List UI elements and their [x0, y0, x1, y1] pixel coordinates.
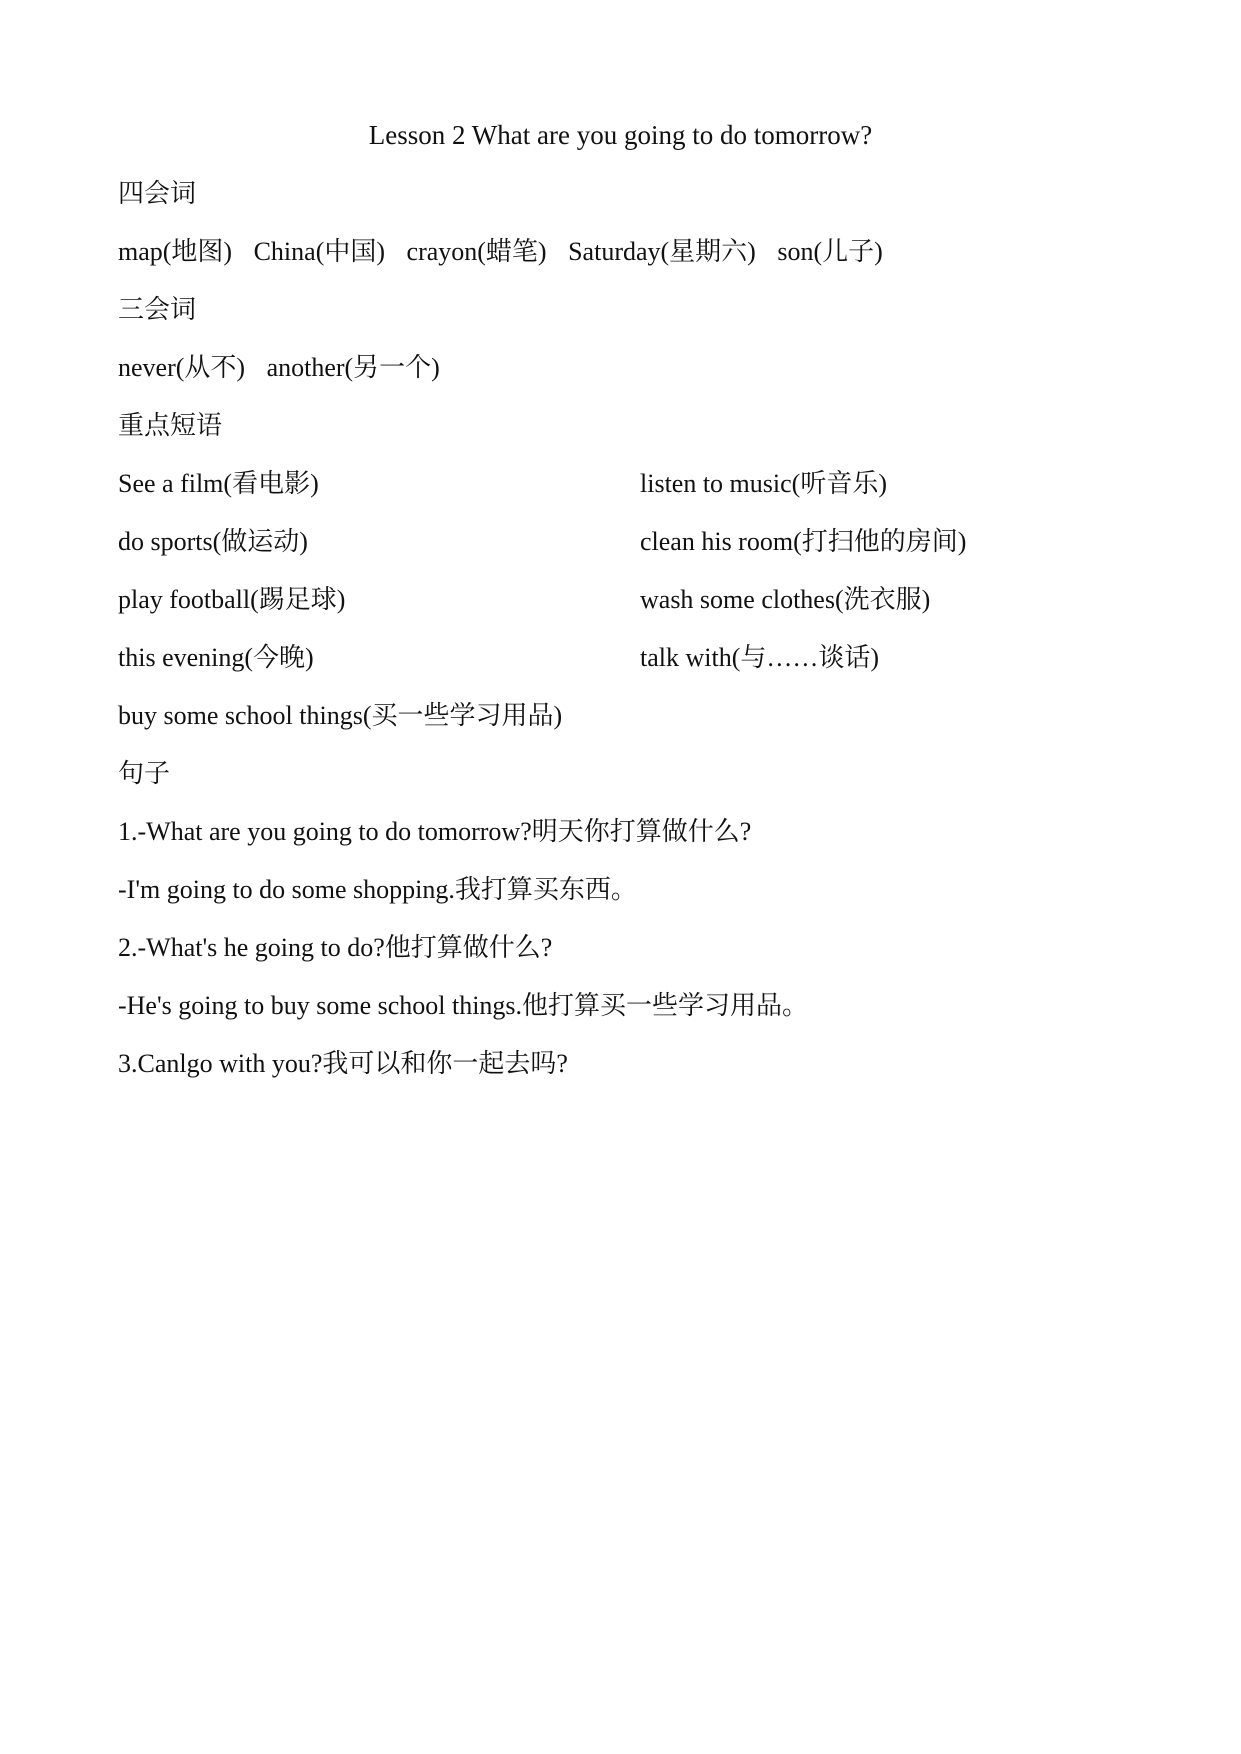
sentence-line: -He's going to buy some school things.他打算买一些学习用品。 — [118, 991, 809, 1020]
phrase-row — [118, 525, 1118, 559]
phrase-right: talk with(与……谈话) — [640, 643, 880, 672]
phrase-left: play football(踢足球) — [118, 585, 346, 614]
section-heading-sentences: 句子 — [118, 759, 171, 788]
page-title: Lesson 2 What are you going to do tomorrow? — [368, 120, 873, 150]
vocab-item: crayon(蜡笔) — [406, 237, 547, 266]
vocab-item: Saturday(星期六) — [568, 237, 756, 266]
phrase-row — [118, 641, 1118, 675]
section-heading-four-skill-words: 四会词 — [118, 179, 197, 208]
phrase-left: do sports(做运动) — [118, 527, 308, 556]
vocab-item: son(儿子) — [777, 237, 883, 266]
phrase-single: buy some school things(买一些学习用品) — [118, 701, 563, 730]
vocab-item: never(从不) — [118, 353, 246, 382]
vocab-item: China(中国) — [253, 237, 386, 266]
phrase-left: See a film(看电影) — [118, 469, 319, 498]
phrase-right: clean his room(打扫他的房间) — [640, 527, 967, 556]
four-skill-words-list — [118, 235, 898, 269]
phrase-right: listen to music(听音乐) — [640, 469, 887, 498]
sentence-line: 3.Canlgo with you?我可以和你一起去吗? — [118, 1049, 568, 1078]
sentence-line: -I'm going to do some shopping.我打算买东西。 — [118, 875, 637, 904]
phrase-row — [118, 467, 1118, 501]
three-skill-words-list — [118, 351, 455, 385]
phrase-left: this evening(今晚) — [118, 643, 314, 672]
sentence-line: 2.-What's he going to do?他打算做什么? — [118, 933, 553, 962]
section-heading-three-skill-words: 三会词 — [118, 295, 197, 324]
vocab-item: map(地图) — [118, 237, 233, 266]
phrase-right: wash some clothes(洗衣服) — [640, 585, 931, 614]
vocab-item: another(另一个) — [266, 353, 440, 382]
phrase-row — [118, 583, 1118, 617]
sentence-line: 1.-What are you going to do tomorrow?明天你打算做什么? — [118, 817, 752, 846]
section-heading-key-phrases: 重点短语 — [118, 411, 223, 440]
